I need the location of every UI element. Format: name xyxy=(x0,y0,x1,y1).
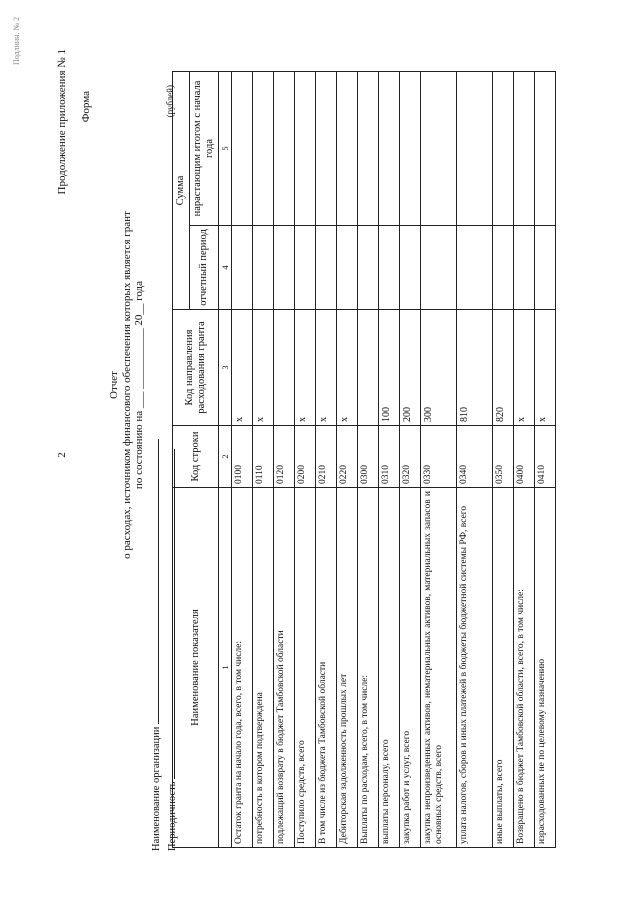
row-name: Дебиторская задолженность прошлых лет xyxy=(337,488,358,848)
row-period xyxy=(421,226,457,310)
row-period xyxy=(295,226,316,310)
row-code: 0210 xyxy=(316,426,337,488)
row-period xyxy=(274,226,295,310)
table-row xyxy=(421,71,457,847)
row-direction xyxy=(358,310,379,426)
organization-name-label: Наименование организации xyxy=(151,726,162,851)
row-cumulative xyxy=(514,71,535,225)
row-period xyxy=(253,226,274,310)
row-code: 0110 xyxy=(253,426,274,488)
table-row xyxy=(295,71,316,847)
row-direction: x xyxy=(295,310,316,426)
row-direction: x xyxy=(535,310,556,426)
table-row xyxy=(535,71,556,847)
row-code: 0310 xyxy=(379,426,400,488)
row-cumulative xyxy=(232,71,253,225)
row-code: 0330 xyxy=(421,426,457,488)
column-number: 2 xyxy=(219,426,232,488)
header-row-code: Код строки xyxy=(173,426,219,488)
row-period xyxy=(337,226,358,310)
table-row xyxy=(379,71,400,847)
table-row xyxy=(274,71,295,847)
table-row xyxy=(253,71,274,847)
row-name: подлежащий возврату в бюджет Тамбовской области xyxy=(274,488,295,848)
row-name: В том числе из бюджета Тамбовской области xyxy=(316,488,337,848)
row-direction: x xyxy=(514,310,535,426)
row-cumulative xyxy=(337,71,358,225)
row-name: израсходованных не по целевому назначению xyxy=(535,488,556,848)
row-code: 0400 xyxy=(514,426,535,488)
row-name: Выплаты по расходам, всего, в том числе: xyxy=(358,488,379,848)
column-number: 1 xyxy=(219,488,232,848)
row-cumulative xyxy=(295,71,316,225)
scan-mark: Подлинн. № 2 xyxy=(12,16,21,65)
row-code: 0120 xyxy=(274,426,295,488)
row-period xyxy=(514,226,535,310)
row-period xyxy=(232,226,253,310)
row-name: Возвращено в бюджет Тамбовской области, всего, в том числе: xyxy=(514,488,535,848)
header-period: отчетный период xyxy=(190,226,219,310)
header-direction-code: Код направления расходования гранта xyxy=(173,310,219,426)
row-code: 0300 xyxy=(358,426,379,488)
table-row xyxy=(457,71,493,847)
row-code: 0340 xyxy=(457,426,493,488)
row-code: 0100 xyxy=(232,426,253,488)
header-sum: Сумма xyxy=(173,71,190,309)
row-cumulative xyxy=(358,71,379,225)
header-cumulative: нарастающим итогом с начала года xyxy=(190,71,219,225)
row-direction: 100 xyxy=(379,310,400,426)
row-code: 0410 xyxy=(535,426,556,488)
row-code: 0220 xyxy=(337,426,358,488)
column-number: 5 xyxy=(219,71,232,225)
row-period xyxy=(535,226,556,310)
row-cumulative xyxy=(379,71,400,225)
form-label: Форма xyxy=(80,91,92,123)
organization-name-line xyxy=(148,439,159,724)
row-cumulative xyxy=(457,71,493,225)
row-period xyxy=(379,226,400,310)
report-title xyxy=(108,165,146,605)
table-row xyxy=(400,71,421,847)
periodicity-label: Периодичность xyxy=(166,781,178,851)
table-row xyxy=(232,71,253,847)
table-row xyxy=(493,71,514,847)
row-direction: 820 xyxy=(493,310,514,426)
units-label: (рублей) xyxy=(165,85,175,118)
row-cumulative xyxy=(493,71,514,225)
title-line-2: о расходах, источником финансового обеспечения которых является грант xyxy=(120,211,133,559)
table-row xyxy=(358,71,379,847)
row-period xyxy=(316,226,337,310)
table-row xyxy=(337,71,358,847)
row-cumulative xyxy=(316,71,337,225)
row-name: потребность в котором подтверждена xyxy=(253,488,274,848)
row-direction xyxy=(274,310,295,426)
row-cumulative xyxy=(535,71,556,225)
row-name: выплаты персоналу, всего xyxy=(379,488,400,848)
row-cumulative xyxy=(421,71,457,225)
row-name: уплата налогов, сборов и иных платежей в бюджеты бюджетной системы РФ, всего xyxy=(457,488,493,848)
table-row xyxy=(514,71,535,847)
row-name: закупка работ и услуг, всего xyxy=(400,488,421,848)
page-number: 2 xyxy=(56,452,68,458)
row-direction: x xyxy=(232,310,253,426)
row-code: 0200 xyxy=(295,426,316,488)
row-code: 0350 xyxy=(493,426,514,488)
column-number: 3 xyxy=(219,310,232,426)
column-number-row xyxy=(219,71,232,847)
organization-name-row xyxy=(148,331,164,851)
row-cumulative xyxy=(253,71,274,225)
row-period xyxy=(400,226,421,310)
row-direction: x xyxy=(337,310,358,426)
row-name: Поступило средств, всего xyxy=(295,488,316,848)
header-indicator: Наименование показателя xyxy=(173,488,219,848)
row-direction: x xyxy=(253,310,274,426)
table-header-row-1 xyxy=(173,71,190,847)
row-direction: x xyxy=(316,310,337,426)
table-row xyxy=(316,71,337,847)
row-name: закупка непроизведенных активов, нематериальных активов, материальных запасов и основных средств, всего xyxy=(421,488,457,848)
row-direction: 200 xyxy=(400,310,421,426)
report-table xyxy=(172,71,556,848)
title-line-3: по состоянию на ___ ___________ 20__ года xyxy=(133,280,145,490)
row-name: Остаток гранта на начало года, всего, в том числе: xyxy=(232,488,253,848)
row-cumulative xyxy=(400,71,421,225)
row-direction: 300 xyxy=(421,310,457,426)
row-direction: 810 xyxy=(457,310,493,426)
column-number: 4 xyxy=(219,226,232,310)
row-name: иные выплаты, всего xyxy=(493,488,514,848)
row-period xyxy=(457,226,493,310)
row-period xyxy=(358,226,379,310)
title-line-1: Отчет xyxy=(108,371,120,399)
appendix-label: Продолжение приложения № 1 xyxy=(56,49,68,195)
row-period xyxy=(493,226,514,310)
row-code: 0320 xyxy=(400,426,421,488)
row-cumulative xyxy=(274,71,295,225)
